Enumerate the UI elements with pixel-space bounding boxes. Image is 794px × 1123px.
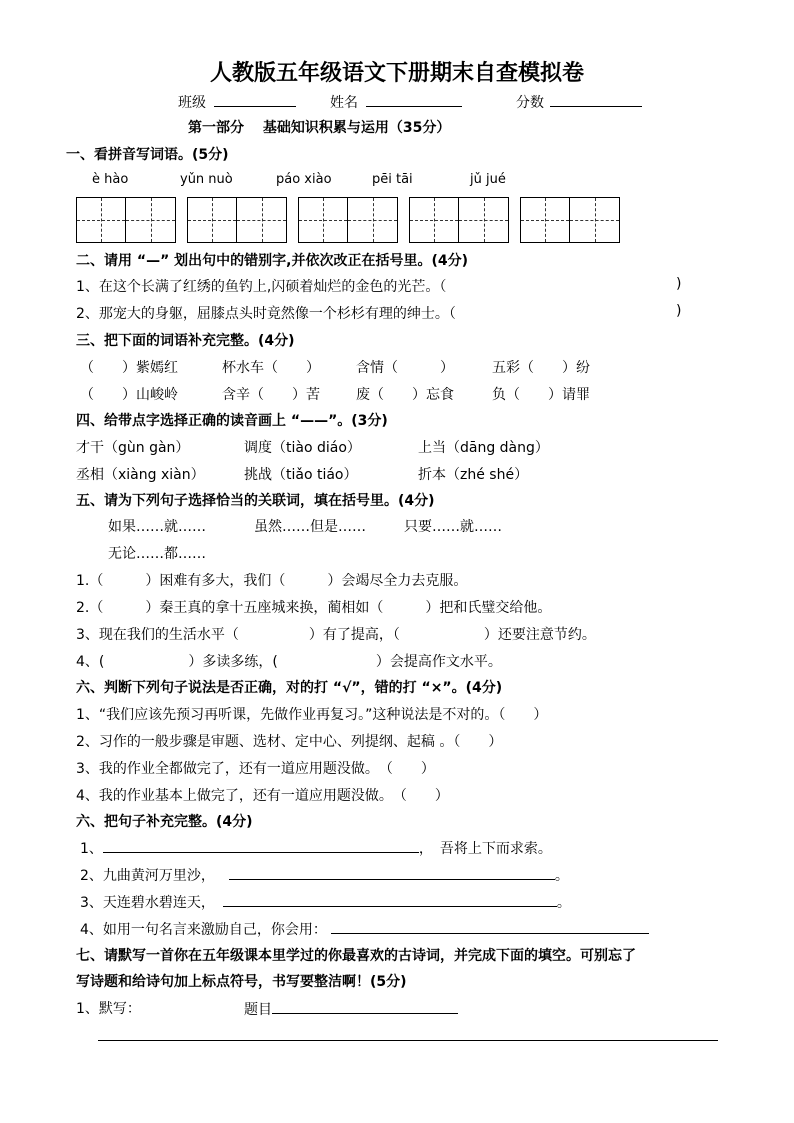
writing-grid-4[interactable] [409,197,509,243]
s6b-item-1-end: ， 吾将上下而求索。 [418,841,552,857]
writing-grid-2[interactable] [187,197,287,243]
s3-r1-2: 杯水车（ ） [222,360,320,376]
s5-option-3: 只要……就…… [404,519,502,535]
writing-grid-1[interactable] [76,197,176,243]
s5-option-4: 无论……都…… [108,546,206,562]
class-blank[interactable] [214,91,296,107]
s6b-item-4-blank[interactable] [331,918,649,934]
s5-item-4: 4、( ）多读多练，( ）会提高作文水平。 [76,654,502,670]
s6b-item-2-blank[interactable] [229,864,555,880]
pinyin-1: è hào [92,172,129,187]
s5-item-3: 3、现在我们的生活水平（ ）有了提高，（ ）还要注意节约。 [76,627,596,643]
writing-grid-3[interactable] [298,197,398,243]
section-2-heading: 二、请用 “—” 划出句中的错别字,并依次改正在括号里。(4分) [76,253,469,269]
section-6b-heading: 六、把句子补充完整。(4分) [76,814,253,830]
s4-r1-1: 才干（gùn gàn） [76,440,190,456]
pinyin-5: jǔ jué [470,172,506,187]
dictation-writing-line[interactable] [98,1040,718,1041]
s6b-item-4-text: 4、如用一句名言来激励自己，你会用： [80,922,327,938]
s4-r2-2: 挑战（tiǎo tiáo） [244,467,358,483]
s6-item-3: 3、我的作业全都做完了，还有一道应用题没做。 （ ） [76,761,435,777]
s6b-item-4 [80,918,649,939]
s6b-item-3-blank[interactable] [223,891,557,907]
section-5-heading: 五、请为下列句子选择恰当的关联词，填在括号里。(4分) [76,493,435,509]
topic-field [244,998,458,1019]
section-7-heading-line-1: 七、请默写一首你在五年级课本里学过的你最喜欢的古诗词，并完成下面的填空。可别忘了 [76,948,636,964]
score-label: 分数 [516,95,544,111]
topic-label: 题目 [244,1002,272,1018]
name-field [330,91,462,112]
s2-item-1: 1、在这个长满了红绣的鱼钓上,闪硕着灿烂的金色的光芒。（ [76,279,447,295]
pinyin-2: yǔn nuò [180,172,233,187]
s6-item-1: 1、“我们应该先预习再听课，先做作业再复习。”这种说法是不对的。（ ） [76,707,548,723]
s6b-item-3 [80,891,571,912]
score-blank[interactable] [550,91,642,107]
s6b-item-1 [80,837,552,858]
s6-item-2: 2、习作的一般步骤是审题、选材、定中心、列提纲、起稿 。（ ） [76,734,503,750]
s4-r2-3: 折本（zhé shé） [418,467,529,483]
s6b-item-3-text: 3、天连碧水碧连天， [80,895,215,911]
s3-r1-4: 五彩（ ）纷 [492,360,590,376]
s3-r1-1: （ ）紫嫣红 [80,360,178,376]
writing-grid-5[interactable] [520,197,620,243]
s2-item-2: 2、那宠大的身躯，屈膝点头时竟然像一个杉杉有理的绅士。（ [76,306,456,322]
section-4-heading: 四、给带点字选择正确的读音画上 “——”。(3分) [76,413,388,429]
s4-r1-3: 上当（dāng dàng） [418,440,549,456]
s2-item-1-close: ) [676,276,682,292]
s6b-item-2 [80,864,569,885]
s6b-item-1-blank[interactable] [103,837,419,853]
s3-r2-2: 含辛（ ）苦 [222,387,320,403]
s3-r1-3: 含情（ ） [356,360,454,376]
topic-blank[interactable] [272,998,458,1014]
name-blank[interactable] [366,91,462,107]
s5-item-2: 2.（ ）秦王真的拿十五座城来换，蔺相如（ ）把和氏璧交给他。 [76,600,552,616]
section-7-heading-line-2: 写诗题和给诗句加上标点符号，书写要整洁啊！(5分) [76,974,407,990]
s4-r1-2: 调度（tiào diáo） [244,440,361,456]
class-label: 班级 [178,95,206,111]
s5-item-1: 1.（ ）困难有多大，我们（ ）会竭尽全力去克服。 [76,573,468,589]
dictation-label: 1、默写： [76,1001,141,1017]
s5-option-2: 虽然……但是…… [254,519,366,535]
section-1-heading: 一、看拼音写词语。(5分) [66,147,229,163]
pinyin-3: páo xiào [276,172,332,187]
s6b-item-2-end: 。 [554,868,569,884]
class-field [178,91,296,112]
section-3-heading: 三、把下面的词语补充完整。(4分) [76,333,295,349]
part-one-heading: 第一部分 基础知识积累与运用（35分） [188,120,451,136]
s6-item-4: 4、我的作业基本上做完了，还有一道应用题没做。 （ ） [76,788,449,804]
section-6-heading: 六、判断下列句子说法是否正确，对的打 “√”，错的打 “×”。(4分) [76,680,503,696]
s3-r2-3: 废（ ）忘食 [356,387,454,403]
s2-item-2-close: ) [676,303,682,319]
page-title: 人教版五年级语文下册期末自查模拟卷 [209,60,584,86]
name-label: 姓名 [330,95,358,111]
s4-r2-1: 丞相（xiàng xiàn） [76,467,205,483]
s6b-item-2-text: 2、九曲黄河万里沙， [80,868,215,884]
s6b-item-1-num: 1、 [80,841,103,857]
s5-option-1: 如果……就…… [108,519,206,535]
s6b-item-3-end: 。 [556,895,571,911]
s3-r2-1: （ ）山峻岭 [80,387,178,403]
s3-r2-4: 负（ ）请罪 [492,387,590,403]
score-field [516,91,642,112]
pinyin-4: pēi tāi [372,172,413,187]
